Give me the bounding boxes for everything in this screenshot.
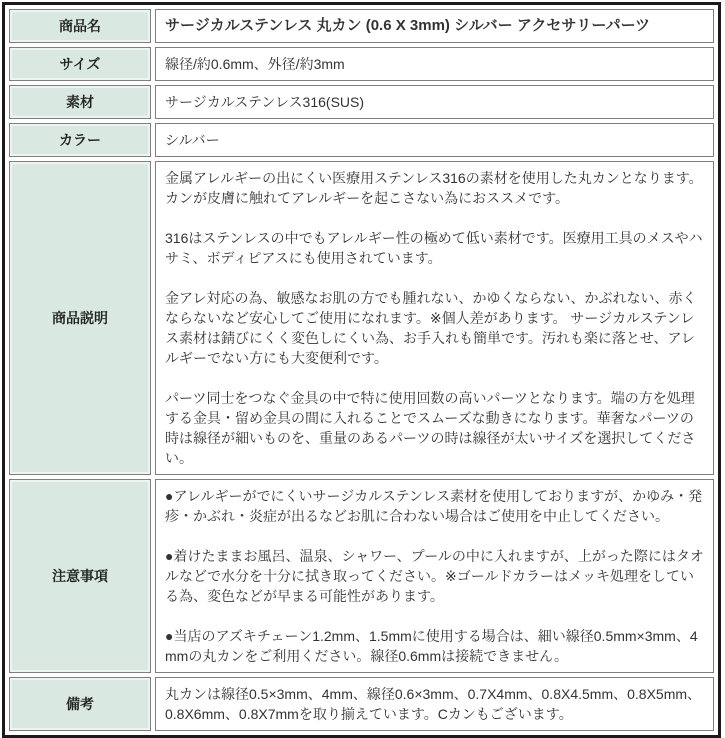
row-label-material: 素材 [9,85,151,119]
row-value-size: 線径/約0.6mm、外径/約3mm [155,47,714,81]
row-value-cautions [155,479,714,673]
row-label-product-name: 商品名 [9,9,151,43]
caution-item: ●着けたままお風呂、温泉、シャワー、プールの中に入れますが、上がった際にはタオルなどで水分を十分に拭き取ってください。※ゴールドカラーはメッキ処理をしている為、変色などが早まる可能性があります。 [165,548,704,604]
row-label-remarks: 備考 [9,677,151,731]
table-row-cautions [9,479,714,673]
table-row-description [9,161,714,475]
row-value-color: シルバー [155,123,714,157]
row-value-material: サージカルステンレス316(SUS) [155,85,714,119]
description-paragraph: パーツ同士をつなぐ金具の中で特に使用回数の高いパーツとなります。端の方を処理する金具・留め金具の間に入れることでスムーズな動きになります。華奢なパーツの時は線径が細いものを、重量のあるパーツの時は線径が太いサイズを選択してください。 [165,390,696,466]
table-row-remarks [9,677,714,731]
description-paragraph: 金属アレルギーの出にくい医療用ステンレス316の素材を使用した丸カンとなります。カンが皮膚に触れてアレルギーを起こさない為におススメです。 [165,170,703,206]
row-label-cautions: 注意事項 [9,479,151,673]
row-label-size: サイズ [9,47,151,81]
row-label-description: 商品説明 [9,161,151,475]
caution-item: ●当店のアズキチェーン1.2mm、1.5mmに使用する場合は、細い線径0.5mm×3mm、4mmの丸カンをご利用ください。線径0.6mmは接続できません。 [165,628,698,664]
table-row-material [9,85,714,119]
product-spec-table [2,2,721,738]
table-row-product-name [9,9,714,43]
caution-item: ●アレルギーがでにくいサージカルステンレス素材を使用しておりますが、かゆみ・発疹・かぶれ・炎症が出るなどお肌に合わない場合はご使用を中止してください。 [165,488,703,524]
remarks-paragraph: 丸カンは線径0.5×3mm、4mm、線径0.6×3mm、0.7X4mm、0.8X4.5mm、0.8X5mm、0.8X6mm、0.8X7mmを取り揃えています。Cカンもございます。 [165,686,702,722]
table-row-size [9,47,714,81]
row-label-color: カラー [9,123,151,157]
description-paragraph: 金アレ対応の為、敏感なお肌の方でも腫れない、かゆくならない、かぶれない、赤くならないなど安心してご使用になれます。※個人差があります。 サージカルステンレス素材は錆びにくく変色しにくい為、お手入れも簡単です。汚れも楽に落とせ、アレルギーでない方にも大変便利です。 [165,290,697,366]
row-value-description [155,161,714,475]
row-value-remarks [155,677,714,731]
table-row-color [9,123,714,157]
row-value-product-name: サージカルステンレス 丸カン (0.6 X 3mm) シルバー アクセサリーパーツ [155,9,714,43]
description-paragraph: 316はステンレスの中でもアレルギー性の極めて低い素材です。医療用工具のメスやハサミ、ボディピアスにも使用されています。 [165,230,703,266]
